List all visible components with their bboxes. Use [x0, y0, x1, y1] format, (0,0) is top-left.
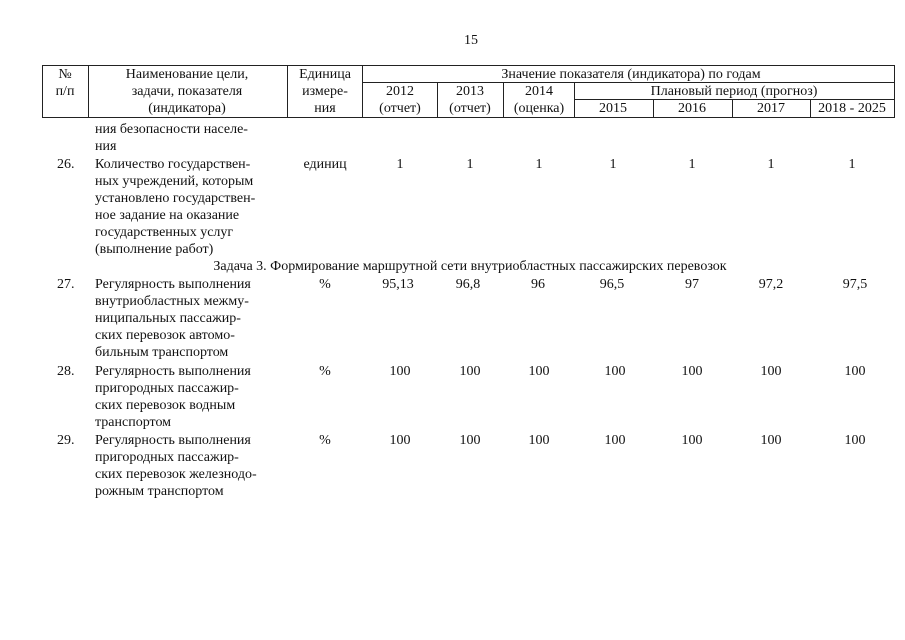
- row-name-line: ных учреждений, которым: [95, 174, 254, 189]
- page-number: 15: [464, 33, 478, 48]
- header-year-2012: 2012: [386, 84, 414, 99]
- header-bottom-border: [42, 117, 895, 118]
- header-values-title: Значение показателя (индикатора) по годам: [501, 67, 761, 82]
- header-vline: [437, 82, 438, 118]
- header-num-line2: п/п: [55, 84, 75, 99]
- row-name-line: пригородных пассажир-: [95, 381, 239, 396]
- value-2013: 1: [466, 157, 474, 172]
- header-unit-line3: ния: [314, 101, 336, 116]
- value-2013: 100: [459, 364, 481, 379]
- header-vline: [362, 65, 363, 118]
- value-2014: 1: [535, 157, 543, 172]
- header-vline: [653, 99, 654, 118]
- row-unit: %: [319, 433, 331, 448]
- row-number: 26.: [57, 157, 75, 172]
- value-2012: 100: [389, 433, 411, 448]
- row-number: 29.: [57, 433, 75, 448]
- row-name-line: транспортом: [95, 415, 172, 430]
- value-2016: 100: [681, 433, 703, 448]
- header-name-line1: Наименование цели,: [125, 67, 249, 82]
- value-2018-2025: 1: [848, 157, 856, 172]
- header-name-line3: (индикатора): [148, 101, 226, 116]
- row-name-line: ских перевозок железнодо-: [95, 467, 257, 482]
- row-name-line: Количество государствен-: [95, 157, 251, 172]
- row-unit: %: [319, 364, 331, 379]
- value-2012: 1: [396, 157, 404, 172]
- task-heading: Задача 3. Формирование маршрутной сети внутриобластных пассажирских перевозок: [213, 259, 727, 274]
- row-name-line: Регулярность выполнения: [95, 277, 251, 292]
- row-name-line: Регулярность выполнения: [95, 364, 251, 379]
- continuation-line: ния безопасности населе-: [95, 122, 248, 137]
- header-vline: [42, 65, 43, 118]
- row-name-line: рожным транспортом: [95, 484, 224, 499]
- value-2016: 1: [688, 157, 696, 172]
- header-year-2016: 2016: [678, 101, 706, 116]
- header-year-2015: 2015: [599, 101, 627, 116]
- header-vline: [732, 99, 733, 118]
- value-2018-2025: 100: [844, 364, 866, 379]
- value-2017: 1: [767, 157, 775, 172]
- value-2013: 96,8: [455, 277, 481, 292]
- value-2016: 97: [685, 277, 699, 292]
- value-2014: 96: [531, 277, 545, 292]
- value-2016: 100: [681, 364, 703, 379]
- row-name-line: ских перевозок автомо-: [95, 328, 235, 343]
- header-num-line1: №: [58, 67, 72, 82]
- value-2015: 1: [609, 157, 617, 172]
- value-2018-2025: 100: [844, 433, 866, 448]
- value-2017: 100: [760, 364, 782, 379]
- row-name-line: установлено государствен-: [95, 191, 256, 206]
- value-2015: 100: [604, 433, 626, 448]
- header-name-line2: задачи, показателя: [131, 84, 243, 99]
- row-name-line: пригородных пассажир-: [95, 450, 239, 465]
- header-unit-line2: измере-: [302, 84, 348, 99]
- row-name-line: ное задание на оказание: [95, 208, 240, 223]
- value-2014: 100: [528, 364, 550, 379]
- header-vline: [810, 99, 811, 118]
- header-year-2012-note: (отчет): [379, 101, 421, 116]
- row-name-line: ниципальных пассажир-: [95, 311, 241, 326]
- header-year-2014-note: (оценка): [513, 101, 565, 116]
- header-year-2018-2025: 2018 - 2025: [818, 101, 886, 116]
- value-2015: 96,5: [599, 277, 625, 292]
- value-2013: 100: [459, 433, 481, 448]
- header-unit-line1: Единица: [299, 67, 351, 82]
- value-2017: 100: [760, 433, 782, 448]
- row-name-line: бильным транспортом: [95, 345, 229, 360]
- value-2014: 100: [528, 433, 550, 448]
- row-name-line: ских перевозок водным: [95, 398, 236, 413]
- header-year-2013-note: (отчет): [449, 101, 491, 116]
- value-2017: 97,2: [758, 277, 784, 292]
- header-year-2017: 2017: [757, 101, 785, 116]
- header-vline: [894, 65, 895, 118]
- row-unit: единиц: [303, 157, 347, 172]
- header-plan-period: Плановый период (прогноз): [650, 84, 818, 99]
- header-vline: [574, 82, 575, 118]
- row-name-line: (выполнение работ): [95, 242, 214, 257]
- header-vline: [287, 65, 288, 118]
- header-vline: [503, 82, 504, 118]
- header-year-2013: 2013: [456, 84, 484, 99]
- row-name-line: Регулярность выполнения: [95, 433, 251, 448]
- row-number: 28.: [57, 364, 75, 379]
- continuation-line: ния: [95, 139, 117, 154]
- row-unit: %: [319, 277, 331, 292]
- value-2018-2025: 97,5: [842, 277, 868, 292]
- value-2015: 100: [604, 364, 626, 379]
- header-year-2014: 2014: [525, 84, 553, 99]
- header-vline: [88, 65, 89, 118]
- row-name-line: государственных услуг: [95, 225, 234, 240]
- value-2012: 95,13: [382, 277, 414, 292]
- row-name-line: внутриобластных межму-: [95, 294, 249, 309]
- value-2012: 100: [389, 364, 411, 379]
- row-number: 27.: [57, 277, 75, 292]
